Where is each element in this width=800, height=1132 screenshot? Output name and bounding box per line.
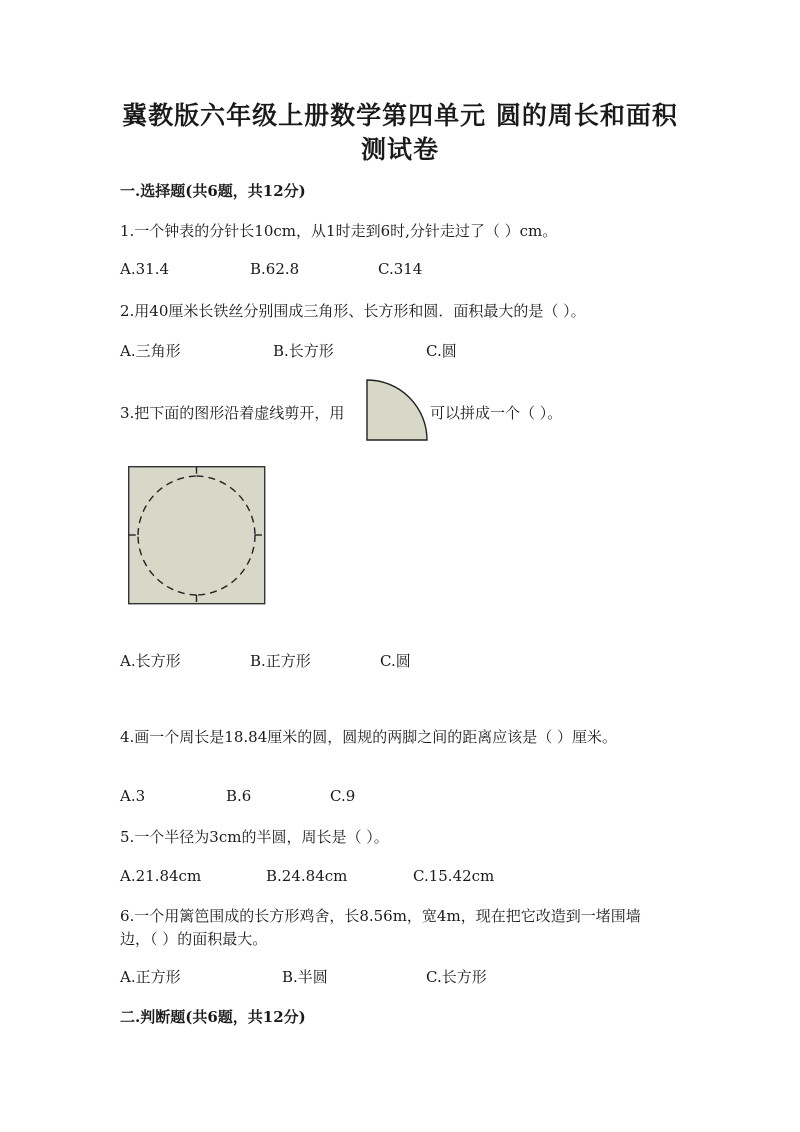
question-2-option-b: B.长方形 (273, 342, 334, 360)
question-4-option-c: C.9 (330, 787, 356, 805)
question-3-option-c: C.圆 (380, 652, 411, 670)
question-3-option-b: B.正方形 (250, 652, 311, 670)
question-1-text: 1.一个钟表的分针长10cm，从1时走到6时,分针走过了（ ）cm。 (120, 222, 558, 240)
question-4-option-a: A.3 (120, 787, 146, 805)
question-6-text-line2: 边，（ ）的面积最大。 (120, 930, 268, 948)
section-heading-judge: 二.判断题(共6题，共12分) (120, 1008, 306, 1026)
question-2-option-c: C.圆 (426, 342, 457, 360)
question-1-option-b: B.62.8 (250, 260, 300, 278)
question-5-text: 5.一个半径为3cm的半圆，周长是（ ）。 (120, 828, 389, 846)
question-3-text-before: 3.把下面的图形沿着虚线剪开，用 (120, 404, 345, 422)
question-2-option-a: A.三角形 (120, 342, 181, 360)
question-1-option-c: C.314 (378, 260, 423, 278)
question-4-option-b: B.6 (226, 787, 252, 805)
page-title-line2: 测试卷 (360, 135, 439, 164)
question-6-option-a: A.正方形 (120, 968, 181, 986)
question-6-option-b: B.半圆 (282, 968, 328, 986)
square-dashed-figure (128, 466, 266, 605)
question-2-text: 2.用40厘米长铁丝分别围成三角形、长方形和圆．面积最大的是（ ）。 (120, 302, 586, 320)
page-title: 冀教版六年级上册数学第四单元 圆的周长和面积 (122, 101, 678, 130)
question-5-option-c: C.15.42cm (413, 867, 495, 885)
question-5-option-b: B.24.84cm (266, 867, 348, 885)
question-5-option-a: A.21.84cm (120, 867, 202, 885)
question-3-text-after: 可以拼成一个（ ）。 (430, 404, 563, 422)
question-3-option-a: A.长方形 (120, 652, 181, 670)
question-4-text: 4.画一个周长是18.84厘米的圆，圆规的两脚之间的距离应该是（ ）厘米。 (120, 728, 618, 746)
section-heading-choice: 一.选择题(共6题，共12分) (120, 182, 306, 200)
quarter-circle-figure (366, 379, 428, 441)
question-1-option-a: A.31.4 (120, 260, 169, 278)
question-6-text-line1: 6.一个用篱笆围成的长方形鸡舍，长8.56m，宽4m，现在把它改造到一堵围墙 (120, 907, 641, 925)
question-6-option-c: C.长方形 (426, 968, 487, 986)
